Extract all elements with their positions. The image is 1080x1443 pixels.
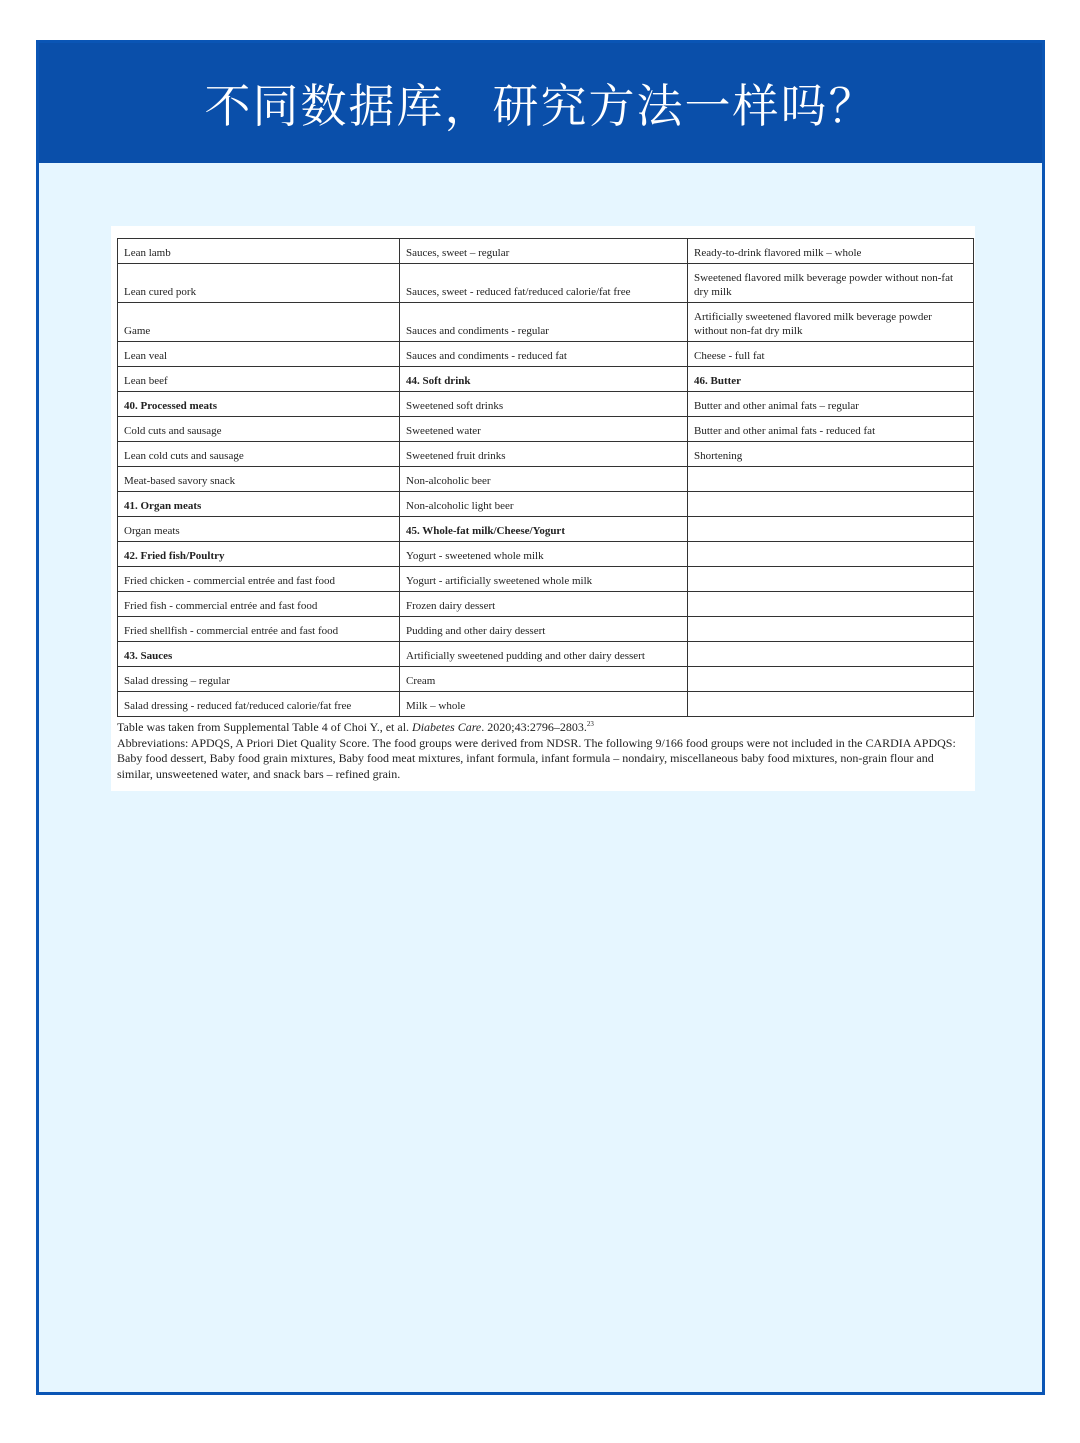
group-heading: 43. Sauces bbox=[124, 650, 173, 662]
table-cell bbox=[688, 592, 974, 617]
group-heading: 41. Organ meats bbox=[124, 500, 202, 512]
table-cell bbox=[400, 517, 688, 542]
cell-text: Lean beef bbox=[124, 375, 168, 387]
table-cell bbox=[400, 442, 688, 467]
cell-text: Cold cuts and sausage bbox=[124, 425, 222, 437]
table-cell bbox=[400, 692, 688, 717]
table-row bbox=[118, 442, 974, 467]
table-cell bbox=[400, 367, 688, 392]
table-cell bbox=[400, 342, 688, 367]
document-image bbox=[111, 226, 975, 791]
table-cell bbox=[688, 264, 974, 303]
cell-text: Butter and other animal fats - reduced fat bbox=[694, 425, 876, 437]
page-title: 不同数据库，研究方法一样吗？ bbox=[204, 79, 877, 133]
cell-text: Sauces, sweet – regular bbox=[406, 247, 510, 259]
table-body bbox=[118, 239, 974, 717]
cell-text: Lean cold cuts and sausage bbox=[124, 450, 244, 462]
cell-text: Lean lamb bbox=[124, 247, 171, 259]
table-cell bbox=[400, 617, 688, 642]
table-cell bbox=[400, 303, 688, 342]
table-row bbox=[118, 367, 974, 392]
group-heading: 40. Processed meats bbox=[124, 400, 217, 412]
table-cell bbox=[688, 542, 974, 567]
table-cell bbox=[118, 392, 400, 417]
table-row bbox=[118, 642, 974, 667]
table-cell bbox=[400, 667, 688, 692]
table-cell bbox=[400, 567, 688, 592]
cell-text: Sauces, sweet - reduced fat/reduced calorie/fat free bbox=[406, 286, 631, 298]
cell-text: Artificially sweetened pudding and other dairy dessert bbox=[406, 650, 645, 662]
table-cell bbox=[688, 517, 974, 542]
table-cell bbox=[688, 567, 974, 592]
abbreviations-note: Abbreviations: APDQS, A Priori Diet Quality Score. The food groups were derived from NDSR. The following 9/166 food groups were not included in the CARDIA APDQS: Baby food dessert, Baby food grain mixtures, Baby food meat mixtures, infant formula, infant formula – nondairy, miscellaneous baby food mixtures, non-grain flour and similar, unsweetened water, and snack bars – refined grain. bbox=[117, 735, 956, 781]
table-cell bbox=[688, 442, 974, 467]
cell-text: Yogurt - sweetened whole milk bbox=[406, 550, 544, 562]
reference-number: 23 bbox=[586, 720, 594, 728]
table-row bbox=[118, 517, 974, 542]
table-cell bbox=[400, 492, 688, 517]
cell-text: Salad dressing – regular bbox=[124, 675, 230, 687]
table-cell bbox=[118, 567, 400, 592]
cell-text: Non-alcoholic beer bbox=[406, 475, 491, 487]
page-frame bbox=[36, 40, 1045, 1395]
cell-text: Game bbox=[124, 325, 151, 337]
cell-text: Cream bbox=[406, 675, 436, 687]
table-cell bbox=[400, 417, 688, 442]
cell-text: Sweetened soft drinks bbox=[406, 400, 504, 412]
table-row bbox=[118, 617, 974, 642]
cell-text: Cheese - full fat bbox=[694, 350, 765, 362]
table-cell bbox=[118, 492, 400, 517]
table-cell bbox=[118, 642, 400, 667]
cell-text: Lean cured pork bbox=[124, 286, 197, 298]
table-cell bbox=[688, 617, 974, 642]
table-row bbox=[118, 342, 974, 367]
table-row bbox=[118, 417, 974, 442]
table-row bbox=[118, 692, 974, 717]
cell-text: Meat-based savory snack bbox=[124, 475, 236, 487]
table-row bbox=[118, 592, 974, 617]
table-cell bbox=[118, 542, 400, 567]
table-cell bbox=[400, 392, 688, 417]
source-suffix: . 2020;43:2796–2803. bbox=[481, 720, 587, 734]
table-cell bbox=[400, 264, 688, 303]
cell-text: Sweetened water bbox=[406, 425, 481, 437]
table-cell bbox=[688, 692, 974, 717]
cell-text: Ready-to-drink flavored milk – whole bbox=[694, 247, 862, 259]
table-row bbox=[118, 667, 974, 692]
title-banner bbox=[39, 43, 1042, 163]
table-row bbox=[118, 239, 974, 264]
cell-text: Frozen dairy dessert bbox=[406, 600, 496, 612]
table-cell bbox=[118, 264, 400, 303]
source-note bbox=[117, 717, 969, 736]
cell-text: Salad dressing - reduced fat/reduced calorie/fat free bbox=[124, 700, 352, 712]
cell-text: Sauces and condiments - reduced fat bbox=[406, 350, 567, 362]
table-cell bbox=[400, 467, 688, 492]
table-cell bbox=[688, 239, 974, 264]
food-groups-table bbox=[117, 238, 974, 717]
cell-text: Non-alcoholic light beer bbox=[406, 500, 514, 512]
table-cell bbox=[118, 303, 400, 342]
table-cell bbox=[118, 592, 400, 617]
table-row bbox=[118, 467, 974, 492]
table-cell bbox=[400, 642, 688, 667]
table-row bbox=[118, 303, 974, 342]
cell-text: Organ meats bbox=[124, 525, 180, 537]
table-cell bbox=[118, 517, 400, 542]
cell-text: Shortening bbox=[694, 450, 743, 462]
table-cell bbox=[118, 667, 400, 692]
table-cell bbox=[688, 467, 974, 492]
table-cell bbox=[400, 239, 688, 264]
table-cell bbox=[688, 492, 974, 517]
table-cell bbox=[688, 392, 974, 417]
cell-text: Milk – whole bbox=[406, 700, 466, 712]
table-cell bbox=[688, 667, 974, 692]
table-cell bbox=[118, 239, 400, 264]
table-cell bbox=[118, 617, 400, 642]
group-heading: 42. Fried fish/Poultry bbox=[124, 550, 225, 562]
table-cell bbox=[688, 417, 974, 442]
table-cell bbox=[688, 303, 974, 342]
table-row bbox=[118, 264, 974, 303]
cell-text: Sweetened fruit drinks bbox=[406, 450, 506, 462]
cell-text: Lean veal bbox=[124, 350, 168, 362]
table-footnotes bbox=[117, 717, 969, 782]
cell-text: Yogurt - artificially sweetened whole milk bbox=[406, 575, 593, 587]
cell-text: Artificially sweetened flavored milk beverage powder without non-fat dry milk bbox=[694, 311, 932, 337]
table-row bbox=[118, 392, 974, 417]
table-cell bbox=[688, 367, 974, 392]
cell-text: Butter and other animal fats – regular bbox=[694, 400, 859, 412]
cell-text: Fried chicken - commercial entrée and fast food bbox=[124, 575, 336, 587]
table-cell bbox=[688, 642, 974, 667]
cell-text: Sweetened flavored milk beverage powder without non-fat dry milk bbox=[694, 272, 954, 298]
cell-text: Fried shellfish - commercial entrée and fast food bbox=[124, 625, 339, 637]
group-heading: 45. Whole-fat milk/Cheese/Yogurt bbox=[406, 525, 565, 537]
table-cell bbox=[118, 342, 400, 367]
journal-name: Diabetes Care bbox=[412, 720, 482, 734]
group-heading: 44. Soft drink bbox=[406, 375, 471, 387]
table-cell bbox=[118, 367, 400, 392]
table-row bbox=[118, 567, 974, 592]
table-cell bbox=[118, 442, 400, 467]
table-cell bbox=[400, 592, 688, 617]
table-row bbox=[118, 492, 974, 517]
group-heading: 46. Butter bbox=[694, 375, 742, 387]
cell-text: Sauces and condiments - regular bbox=[406, 325, 549, 337]
table-cell bbox=[400, 542, 688, 567]
source-prefix: Table was taken from Supplemental Table 4 of Choi Y., et al. bbox=[117, 720, 413, 734]
table-cell bbox=[688, 342, 974, 367]
cell-text: Pudding and other dairy dessert bbox=[406, 625, 546, 637]
table-cell bbox=[118, 467, 400, 492]
table-row bbox=[118, 542, 974, 567]
table-cell bbox=[118, 417, 400, 442]
table-cell bbox=[118, 692, 400, 717]
cell-text: Fried fish - commercial entrée and fast food bbox=[124, 600, 318, 612]
